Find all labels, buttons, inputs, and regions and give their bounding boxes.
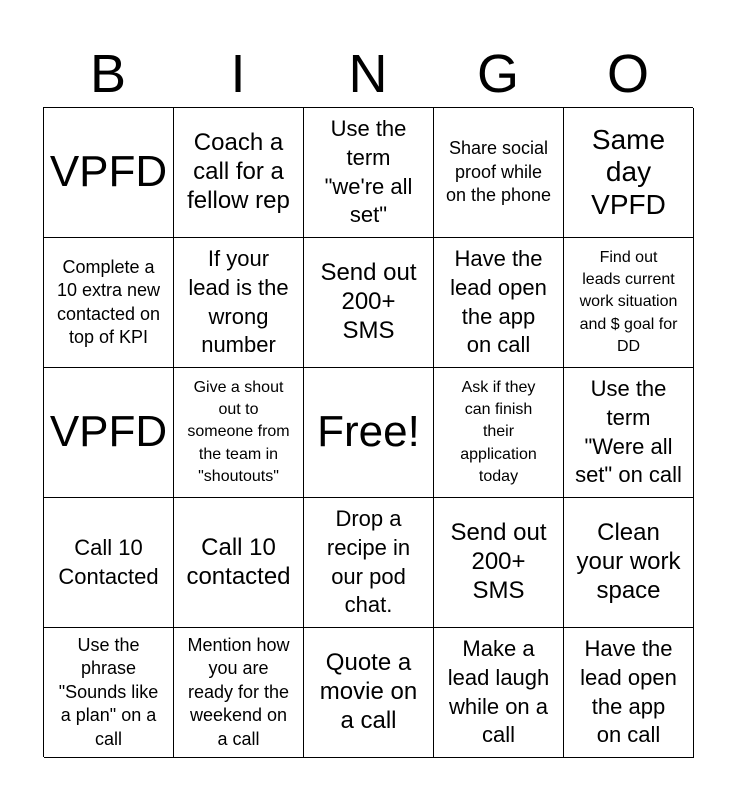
bingo-cell-text: Make a lead laugh while on a call bbox=[447, 636, 550, 748]
bingo-cell-text: Drop a recipe in our pod chat. bbox=[326, 506, 411, 618]
bingo-cell-r5-c1[interactable] bbox=[44, 628, 174, 758]
bingo-cell-text: Call 10 contacted bbox=[186, 533, 291, 590]
bingo-cell-r2-c1[interactable] bbox=[44, 238, 174, 368]
bingo-cell-r2-c2[interactable] bbox=[174, 238, 304, 368]
bingo-cell-text: Coach a call for a fellow rep bbox=[187, 129, 290, 214]
bingo-cell-text: Use the term "Were all set" on call bbox=[575, 376, 682, 488]
bingo-cell-r4-c2[interactable] bbox=[174, 498, 304, 628]
bingo-cell-r2-c3[interactable] bbox=[304, 238, 434, 368]
bingo-cell-text: Give a shout out to someone from the team in "shoutouts" bbox=[187, 378, 290, 486]
bingo-cell-r5-c5[interactable] bbox=[564, 628, 694, 758]
free-space-text: Free! bbox=[317, 407, 420, 457]
bingo-cell-text: VPFD bbox=[49, 147, 168, 197]
bingo-cell-text: If your lead is the wrong number bbox=[188, 246, 289, 358]
bingo-cell-free-space[interactable] bbox=[304, 368, 434, 498]
bingo-cell-r1-c5[interactable] bbox=[564, 108, 694, 238]
bingo-header bbox=[43, 40, 693, 108]
bingo-cell-r3-c5[interactable] bbox=[564, 368, 694, 498]
bingo-cell-text: Call 10 Contacted bbox=[58, 534, 159, 589]
bingo-cell-r2-c5[interactable] bbox=[564, 238, 694, 368]
header-letter-i: I bbox=[230, 44, 246, 104]
bingo-cell-text: Use the phrase "Sounds like a plan" on a call bbox=[58, 635, 159, 749]
bingo-cell-text: Share social proof while on the phone bbox=[445, 138, 552, 206]
bingo-cell-r2-c4[interactable] bbox=[434, 238, 564, 368]
bingo-cell-r3-c1[interactable] bbox=[44, 368, 174, 498]
header-letter-b: B bbox=[89, 44, 127, 104]
bingo-cell-r5-c4[interactable] bbox=[434, 628, 564, 758]
bingo-cell-text: Clean your work space bbox=[576, 519, 681, 604]
bingo-cell-text: Have the lead open the app on call bbox=[580, 636, 677, 748]
header-letter-o: O bbox=[606, 44, 649, 104]
header-letter-n: N bbox=[348, 44, 388, 104]
bingo-cell-text: Same day VPFD bbox=[591, 124, 666, 220]
bingo-cell-r5-c3[interactable] bbox=[304, 628, 434, 758]
bingo-cell-text: Use the term "we're all set" bbox=[324, 116, 413, 228]
bingo-cell-r4-c3[interactable] bbox=[304, 498, 434, 628]
bingo-cell-r4-c4[interactable] bbox=[434, 498, 564, 628]
bingo-cell-text: Quote a movie on a call bbox=[319, 649, 418, 734]
bingo-card-grid bbox=[43, 107, 693, 757]
bingo-cell-text: Ask if they can finish their application today bbox=[460, 378, 537, 486]
bingo-cell-r1-c1[interactable] bbox=[44, 108, 174, 238]
bingo-cell-text: Have the lead open the app on call bbox=[450, 246, 547, 358]
bingo-cell-text: Send out 200+ SMS bbox=[320, 259, 417, 344]
bingo-cell-r4-c1[interactable] bbox=[44, 498, 174, 628]
header-letter-g: G bbox=[476, 44, 519, 104]
bingo-cell-r1-c2[interactable] bbox=[174, 108, 304, 238]
bingo-cell-text: Send out 200+ SMS bbox=[450, 519, 547, 604]
bingo-cell-text: VPFD bbox=[49, 407, 168, 457]
bingo-cell-text: Mention how you are ready for the weekend on a call bbox=[187, 635, 290, 749]
bingo-cell-text: Complete a 10 extra new contacted on top of KPI bbox=[56, 256, 161, 347]
bingo-cell-r1-c3[interactable] bbox=[304, 108, 434, 238]
bingo-cell-r1-c4[interactable] bbox=[434, 108, 564, 238]
bingo-cell-r4-c5[interactable] bbox=[564, 498, 694, 628]
bingo-cell-text: Find out leads current work situation and $ goal for DD bbox=[579, 248, 678, 356]
bingo-cell-r3-c4[interactable] bbox=[434, 368, 564, 498]
bingo-cell-r5-c2[interactable] bbox=[174, 628, 304, 758]
bingo-cell-r3-c2[interactable] bbox=[174, 368, 304, 498]
